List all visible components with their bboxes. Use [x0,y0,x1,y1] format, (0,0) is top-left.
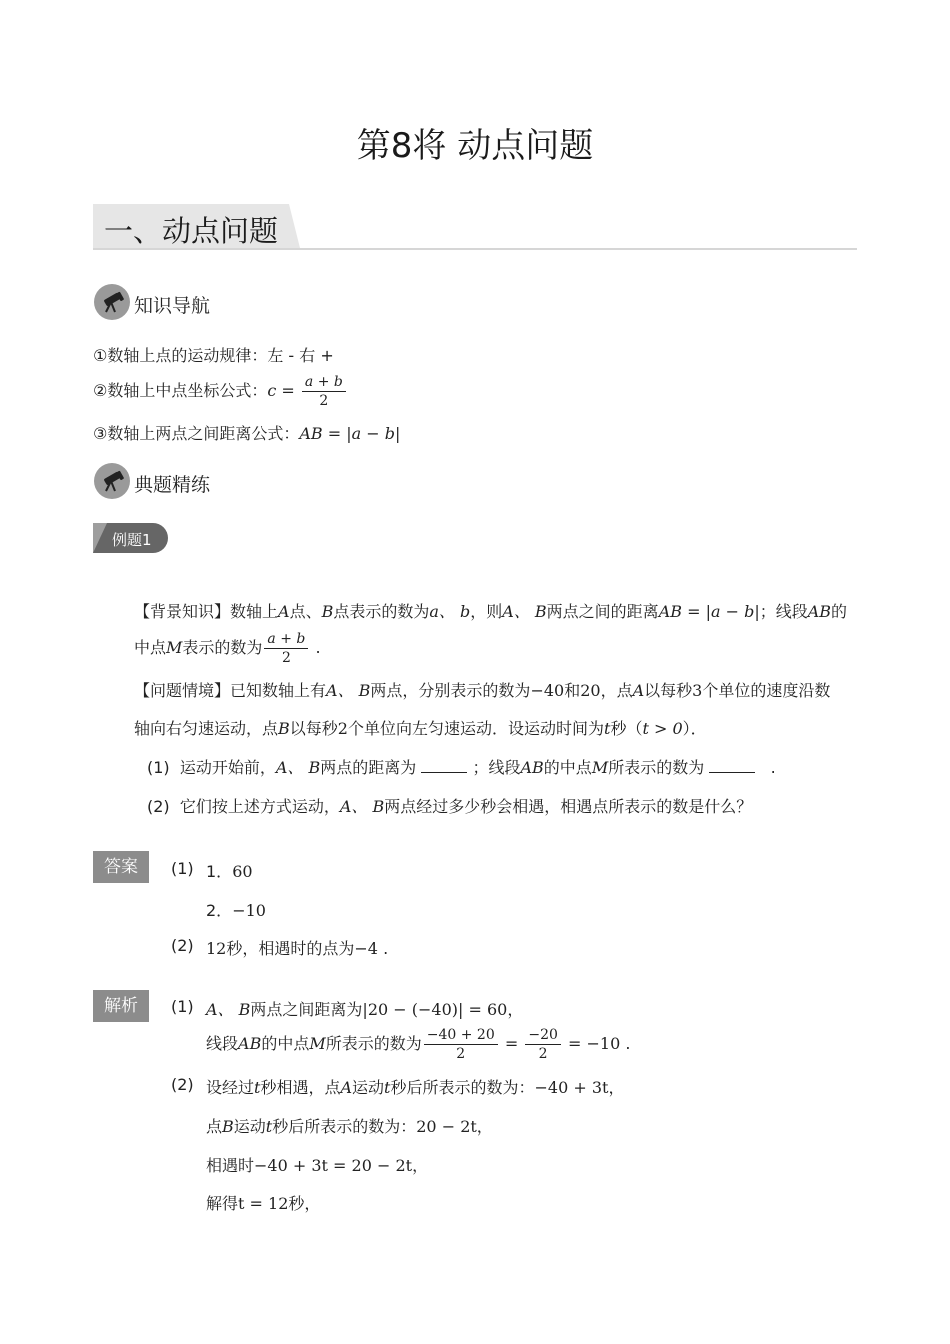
math: |20 − (−40)| = 60 [362,1000,508,1019]
text: ；线段 [472,758,521,777]
text: 两点之间的距离 [546,602,659,621]
fraction [525,1026,561,1063]
math: −4 [354,939,378,958]
text: 所表示的数为 [608,758,705,777]
analysis-1-line-2 [206,1026,630,1063]
fraction-denominator: 2 [281,650,291,666]
math: B [222,1117,234,1136]
math: M [309,1034,326,1053]
fraction-numerator: a + b [302,373,346,392]
math: M [591,758,609,777]
text: ， [608,1078,625,1097]
math: AB [520,758,544,777]
section-title: 一、动点问题 [104,214,279,248]
text: 表示的数为 [182,638,263,657]
math: 12 [206,939,227,958]
text: 线段 [206,1034,239,1053]
math: 20 − 2t [416,1117,477,1136]
math: = −10 [567,1034,621,1053]
text: 秒后所表示的数为： [390,1078,535,1097]
math: 3 [692,681,703,700]
text: . [315,638,321,657]
math: A [340,1078,353,1097]
knowledge-item-2 [93,373,348,410]
text: 点、 [289,602,322,621]
text: 两点的距离为 [320,758,417,777]
math: A、 B [339,797,385,816]
text: 秒后所表示的数为： [272,1117,417,1136]
math: M [166,638,183,657]
midpoint-fraction [302,373,346,410]
background-line-1 [134,599,847,622]
math: AB = |a − b| [658,602,760,621]
text: ，点 [600,681,633,700]
math: −40 + 3t = 20 − 2t [254,1156,413,1175]
question-number: (1) [147,758,170,777]
math: B [321,602,334,621]
answer-2 [206,936,388,959]
math: = [504,1034,519,1053]
analysis-2-number: (2) [171,1075,194,1094]
text: 的中点 [543,758,592,777]
fraction-denominator: 2 [456,1046,466,1062]
knowledge-heading: 知识导航 [134,295,211,317]
text: 个单位向左匀速运动．设运动时间为 [347,719,604,738]
math: t [384,1078,391,1097]
distance-formula: AB = |a − b| [299,424,401,443]
page-title: 第8将 动点问题 [356,126,594,166]
text: 点 [206,1117,223,1136]
text: 秒，相遇时的点为 [226,939,355,958]
text: 2． [206,901,233,920]
text: 相遇时 [206,1156,255,1175]
text: 解得 [206,1194,239,1213]
text: ， [476,1117,493,1136]
question-1 [147,755,776,778]
situation-line-1 [134,678,830,701]
knowledge-item-3-label: ③数轴上两点之间距离公式： [93,424,300,443]
math: −10 [232,901,266,920]
math: −40 + 3t [534,1078,609,1097]
math: B [278,719,290,738]
text: 秒， [288,1194,321,1213]
answer-tag: 答案 [93,851,149,883]
math: t = 12 [238,1194,289,1213]
math: A [632,681,645,700]
answer-2-number: (2) [171,936,194,955]
text: 【问题情境】已知数轴上有 [134,681,327,700]
text: 的 [831,602,848,621]
math: A、 B [326,681,371,700]
analysis-2-line-2 [206,1114,493,1137]
text: . [770,758,776,777]
analysis-2-line-4 [206,1191,320,1214]
math: t > 0 [642,719,683,738]
fraction-numerator: −40 + 20 [424,1026,498,1045]
text: 设经过 [206,1078,255,1097]
answer-1-2 [206,898,266,921]
text: 点表示的数为 [333,602,430,621]
midpoint-fraction [264,630,308,667]
text: 轴向右匀速运动，点 [134,719,279,738]
math: AB [238,1034,262,1053]
text: 的中点 [261,1034,310,1053]
knowledge-item-1: ①数轴上点的运动规律：左 - 右 + [93,346,334,365]
analysis-tag: 解析 [93,990,149,1022]
practice-heading: 典题精练 [134,474,211,496]
midpoint-lhs: c = [267,381,295,400]
fraction-numerator: −20 [525,1026,561,1045]
text: 两点经过多少秒会相遇，相遇点所表示的数是什么？ [384,797,753,816]
math: A、 B [502,602,547,621]
text: 【背景知识】数轴上 [134,602,279,621]
math: A [278,602,290,621]
text: 运动开始前， [179,758,276,777]
fraction-denominator: 2 [319,393,329,409]
background-line-2 [134,630,321,667]
math: t [254,1078,261,1097]
text: ）． [682,719,707,738]
answer-blank[interactable] [421,758,467,773]
math: −40 [530,681,565,700]
fraction-denominator: 2 [538,1046,548,1062]
text: 1． [206,862,233,881]
analysis-2-line-3 [206,1153,428,1176]
fraction-numerator: a + b [264,630,308,649]
analysis-2-line-1 [206,1075,624,1098]
math: 60 [232,862,253,881]
text: 两点之间距离为 [250,1000,363,1019]
text: 中点 [134,638,167,657]
situation-line-2 [134,716,707,739]
text: ， [412,1156,429,1175]
text: 个单位的速度沿数 [702,681,831,700]
math: A、 B [206,1000,251,1019]
math: t [265,1117,273,1136]
answer-1-1 [206,859,253,882]
math: A、 B [275,758,321,777]
telescope-icon [94,463,130,499]
math: a、 b [429,602,471,621]
question-2 [147,794,752,817]
knowledge-item-2-label: ②数轴上中点坐标公式： [93,381,268,400]
fraction [424,1026,498,1063]
question-number: (2) [147,797,170,816]
text: 两点，分别表示的数为 [370,681,531,700]
text: ， [507,1000,524,1019]
text: ，则 [470,602,503,621]
answer-blank[interactable] [709,758,755,773]
text: . [625,1034,631,1053]
analysis-1-number: (1) [171,997,194,1016]
math: 20 [580,681,601,700]
text: 运动 [352,1078,385,1097]
math: AB [807,602,832,621]
text: 秒相遇，点 [260,1078,341,1097]
text: ；线段 [759,602,808,621]
text: 以每秒 [289,719,338,738]
analysis-1-line-1 [206,997,523,1020]
text: 秒（ [610,719,643,738]
telescope-icon [94,284,130,320]
text: 以每秒 [644,681,693,700]
example-label: 例题1 [112,531,152,549]
text: 和 [564,681,581,700]
math: t [604,719,611,738]
text: 所表示的数为 [325,1034,422,1053]
text: . [383,939,389,958]
math: 2 [337,719,348,738]
text: 它们按上述方式运动， [179,797,340,816]
knowledge-item-3 [93,421,400,444]
text: 运动 [233,1117,266,1136]
answer-1-number: (1) [171,859,194,878]
